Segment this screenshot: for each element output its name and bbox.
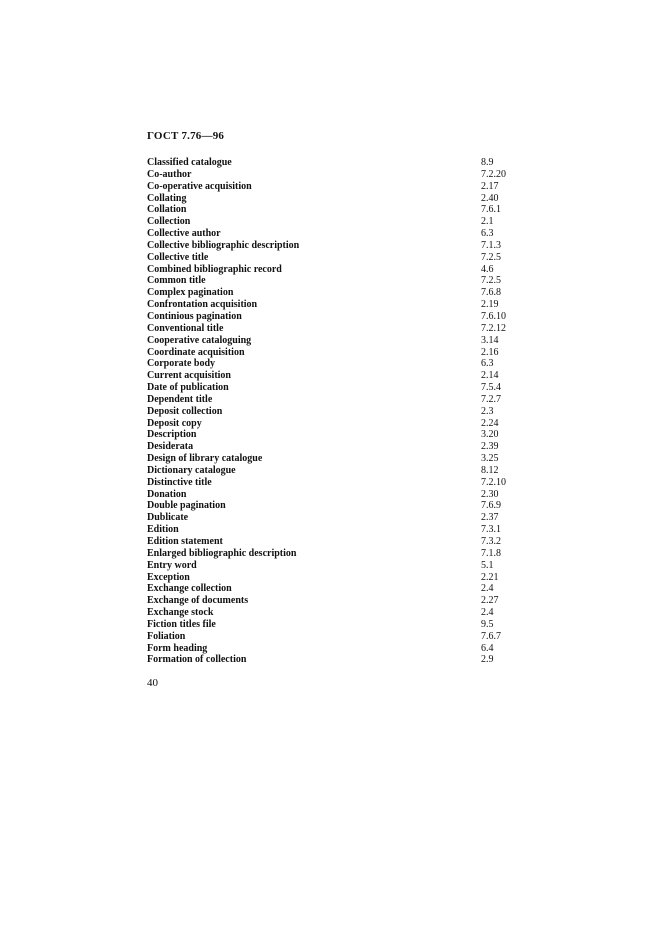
index-section-ref: 7.2.20 bbox=[481, 168, 506, 180]
index-term: Collective bibliographic description bbox=[147, 239, 300, 251]
index-entry bbox=[147, 252, 547, 264]
index-section-ref: 2.37 bbox=[481, 512, 499, 524]
index-term: Exchange stock bbox=[147, 607, 214, 619]
index-entry bbox=[147, 358, 547, 370]
index-section-ref: 5.1 bbox=[481, 559, 494, 571]
index-entry bbox=[147, 204, 547, 216]
index-term: Coordinate acquisition bbox=[147, 346, 245, 358]
index-entry bbox=[147, 429, 547, 441]
index-section-ref: 2.3 bbox=[481, 405, 494, 417]
index-section-ref: 2.14 bbox=[481, 370, 499, 382]
index-section-ref: 7.2.5 bbox=[481, 251, 501, 263]
index-term: Collective author bbox=[147, 228, 221, 240]
index-section-ref: 7.2.10 bbox=[481, 476, 506, 488]
index-term: Fiction titles file bbox=[147, 618, 216, 630]
index-term: Description bbox=[147, 429, 197, 441]
index-entry bbox=[147, 382, 547, 394]
index-term: Corporate body bbox=[147, 358, 216, 370]
index-entry bbox=[147, 275, 547, 287]
index-section-ref: 7.3.1 bbox=[481, 524, 501, 536]
index-section-ref: 3.14 bbox=[481, 334, 499, 346]
index-entry bbox=[147, 287, 547, 299]
index-entry bbox=[147, 335, 547, 347]
index-entry bbox=[147, 264, 547, 276]
index-section-ref: 2.9 bbox=[481, 654, 494, 666]
index-term: Distinctive title bbox=[147, 476, 212, 488]
index-list bbox=[147, 157, 547, 666]
index-entry bbox=[147, 631, 547, 643]
index-section-ref: 7.6.10 bbox=[481, 310, 506, 322]
index-term: Exchange of documents bbox=[147, 595, 249, 607]
index-entry bbox=[147, 654, 547, 666]
index-entry bbox=[147, 311, 547, 323]
index-term: Collective title bbox=[147, 251, 209, 263]
index-section-ref: 3.25 bbox=[481, 453, 499, 465]
index-term: Co-author bbox=[147, 168, 192, 180]
index-entry bbox=[147, 477, 547, 489]
index-entry bbox=[147, 228, 547, 240]
index-section-ref: 7.2.5 bbox=[481, 275, 501, 287]
index-section-ref: 2.40 bbox=[481, 192, 499, 204]
index-term: Collating bbox=[147, 192, 187, 204]
index-term: Enlarged bibliographic description bbox=[147, 547, 297, 559]
index-section-ref: 7.1.3 bbox=[481, 239, 501, 251]
index-term: Deposit copy bbox=[147, 417, 202, 429]
index-section-ref: 2.21 bbox=[481, 571, 499, 583]
index-term: Confrontation acquisition bbox=[147, 299, 258, 311]
index-section-ref: 4.6 bbox=[481, 263, 494, 275]
index-term: Exception bbox=[147, 571, 190, 583]
index-section-ref: 8.9 bbox=[481, 157, 494, 168]
index-term: Complex pagination bbox=[147, 287, 234, 299]
index-entry bbox=[147, 347, 547, 359]
index-section-ref: 6.4 bbox=[481, 642, 494, 654]
index-section-ref: 9.5 bbox=[481, 618, 494, 630]
index-term: Formation of collection bbox=[147, 654, 247, 666]
index-term: Edition bbox=[147, 524, 179, 536]
index-entry bbox=[147, 453, 547, 465]
index-section-ref: 2.1 bbox=[481, 216, 494, 228]
index-entry bbox=[147, 643, 547, 655]
index-section-ref: 2.17 bbox=[481, 180, 499, 192]
index-entry bbox=[147, 583, 547, 595]
index-section-ref: 2.27 bbox=[481, 595, 499, 607]
index-entry bbox=[147, 536, 547, 548]
index-entry bbox=[147, 193, 547, 205]
index-section-ref: 7.2.12 bbox=[481, 322, 506, 334]
index-term: Desiderata bbox=[147, 441, 194, 453]
index-entry bbox=[147, 323, 547, 335]
index-term: Deposit collection bbox=[147, 405, 223, 417]
index-term: Dictionary catalogue bbox=[147, 464, 236, 476]
index-section-ref: 2.4 bbox=[481, 583, 494, 595]
index-term: Co-operative acquisition bbox=[147, 180, 252, 192]
index-entry bbox=[147, 489, 547, 501]
index-section-ref: 2.16 bbox=[481, 346, 499, 358]
index-section-ref: 2.4 bbox=[481, 607, 494, 619]
index-entry bbox=[147, 370, 547, 382]
index-term: Continious pagination bbox=[147, 310, 242, 322]
index-section-ref: 6.3 bbox=[481, 228, 494, 240]
index-term: Combined bibliographic record bbox=[147, 263, 282, 275]
index-section-ref: 3.20 bbox=[481, 429, 499, 441]
index-term: Double pagination bbox=[147, 500, 226, 512]
index-term: Form heading bbox=[147, 642, 208, 654]
index-term: Foliation bbox=[147, 630, 186, 642]
index-entry bbox=[147, 418, 547, 430]
index-section-ref: 6.3 bbox=[481, 358, 494, 370]
index-entry bbox=[147, 394, 547, 406]
index-entry bbox=[147, 157, 547, 169]
index-term: Exchange collection bbox=[147, 583, 232, 595]
index-entry bbox=[147, 560, 547, 572]
index-entry bbox=[147, 548, 547, 560]
index-section-ref: 7.5.4 bbox=[481, 382, 501, 394]
index-entry bbox=[147, 607, 547, 619]
index-entry bbox=[147, 465, 547, 477]
index-entry bbox=[147, 181, 547, 193]
index-entry bbox=[147, 406, 547, 418]
index-term: Collation bbox=[147, 204, 187, 216]
index-section-ref: 2.24 bbox=[481, 417, 499, 429]
index-section-ref: 7.6.8 bbox=[481, 287, 501, 299]
index-term: Date of publication bbox=[147, 382, 229, 394]
index-section-ref: 7.1.8 bbox=[481, 547, 501, 559]
index-section-ref: 7.2.7 bbox=[481, 393, 501, 405]
index-entry bbox=[147, 512, 547, 524]
index-term: Design of library catalogue bbox=[147, 453, 263, 465]
index-term: Dublicate bbox=[147, 512, 189, 524]
index-entry bbox=[147, 216, 547, 228]
index-term: Donation bbox=[147, 488, 187, 500]
index-section-ref: 7.6.7 bbox=[481, 630, 501, 642]
index-entry bbox=[147, 572, 547, 584]
index-entry bbox=[147, 619, 547, 631]
index-entry bbox=[147, 299, 547, 311]
index-term: Cooperative cataloguing bbox=[147, 334, 252, 346]
index-term: Common title bbox=[147, 275, 206, 287]
index-section-ref: 7.6.9 bbox=[481, 500, 501, 512]
index-entry bbox=[147, 441, 547, 453]
index-section-ref: 2.30 bbox=[481, 488, 499, 500]
index-term: Entry word bbox=[147, 559, 197, 571]
index-entry bbox=[147, 595, 547, 607]
index-section-ref: 7.3.2 bbox=[481, 536, 501, 547]
index-section-ref: 7.6.1 bbox=[481, 204, 501, 216]
document-header: ГОСТ 7.76—96 bbox=[147, 130, 225, 142]
index-term: Current acquisition bbox=[147, 370, 231, 382]
index-term: Edition statement bbox=[147, 536, 223, 547]
index-term: Conventional title bbox=[147, 322, 224, 334]
index-term: Dependent title bbox=[147, 393, 213, 405]
index-entry bbox=[147, 500, 547, 512]
index-entry bbox=[147, 524, 547, 536]
index-section-ref: 2.39 bbox=[481, 441, 499, 453]
index-entry bbox=[147, 240, 547, 252]
index-entry bbox=[147, 169, 547, 181]
index-term: Classified catalogue bbox=[147, 157, 232, 168]
index-term: Collection bbox=[147, 216, 191, 228]
index-section-ref: 2.19 bbox=[481, 299, 499, 311]
index-section-ref: 8.12 bbox=[481, 464, 499, 476]
page-number: 40 bbox=[147, 677, 158, 689]
